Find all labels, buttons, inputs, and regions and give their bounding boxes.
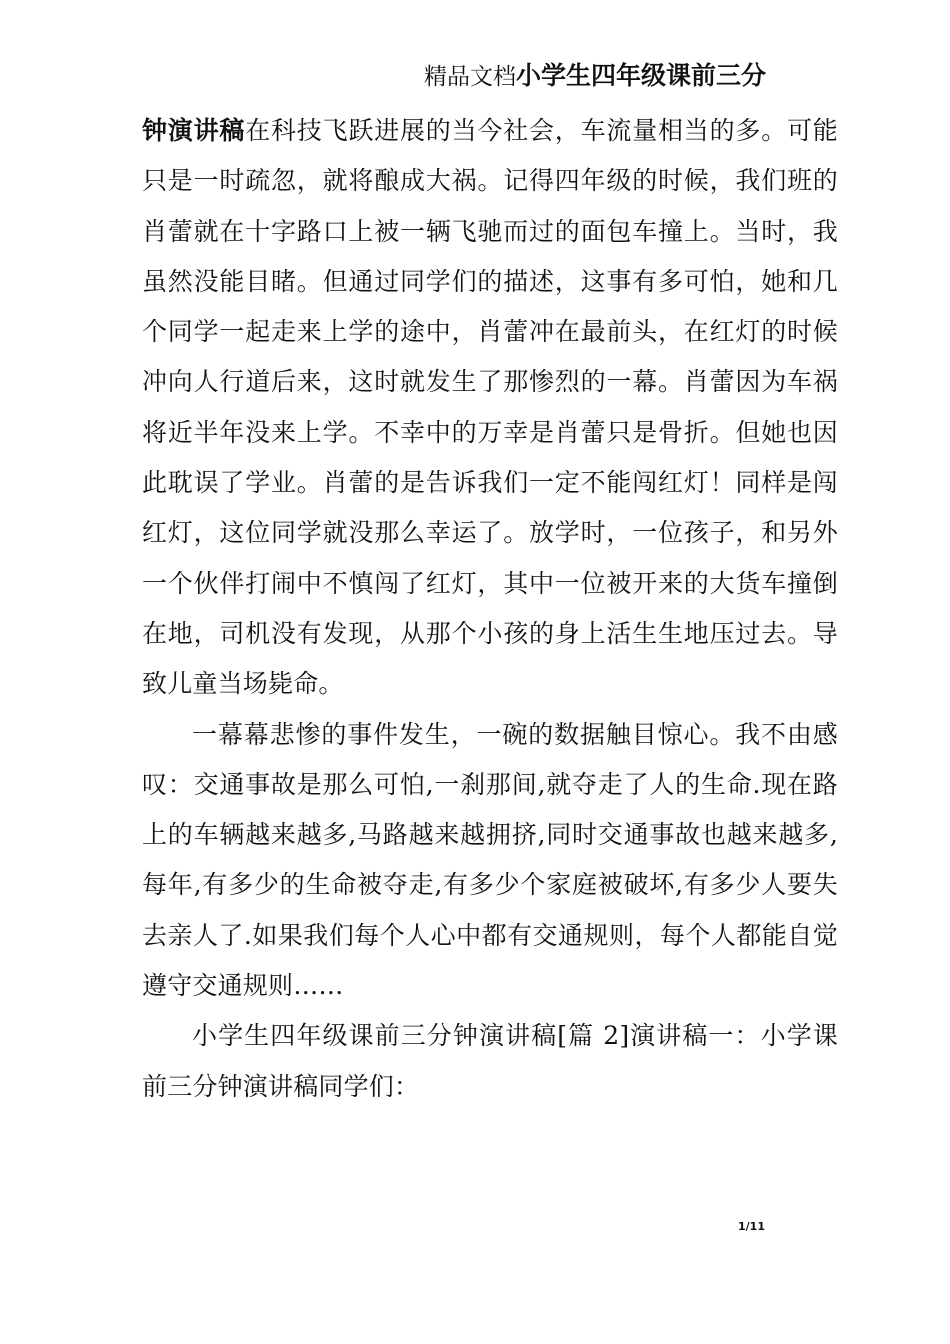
page-header xyxy=(424,58,766,95)
header-brand: 精品文档 xyxy=(424,64,516,90)
document-title-part1: 小学生四年级课前三分 xyxy=(516,61,767,90)
paragraph-1 xyxy=(142,106,838,710)
page-number: 1/11 xyxy=(738,1220,765,1233)
paragraph-1-text: 在科技飞跃进展的当今社会，车流量相当的多。可能只是一时疏忽，就将酿成大祸。记得四年级的时候，我们班的肖蕾就在十字路口上被一辆飞驰而过的面包车撞上。当时，我虽然没能目睹。但通过同学们的描述，这事有多可怕，她和几个同学一起走来上学的途中，肖蕾冲在最前头，在红灯的时候冲向人行道后来，这时就发生了那惨烈的一幕。肖蕾因为车祸将近半年没来上学。不幸中的万幸是肖蕾只是骨折。但她也因此耽误了学业。肖蕾的是告诉我们一定不能闯红灯！同样是闯红灯，这位同学就没那么幸运了。放学时，一位孩子，和另外一个伙伴打闹中不慎闯了红灯，其中一位被开来的大货车撞倒在地，司机没有发现，从那个小孩的身上活生生地压过去。导致儿童当场毙命。 xyxy=(142,116,838,699)
paragraph-2: 一幕幕悲惨的事件发生，一碗的数据触目惊心。我不由感叹：交通事故是那么可怕,一刹那间,就夺走了人的生命.现在路上的车辆越来越多,马路越来越拥挤,同时交通事故也越来越多,每年,有多少的生命被夺走,有多少个家庭被破坏,有多少人要失去亲人了.如果我们每个人心中都有交通规则，每个人都能自觉遵守交通规则…… xyxy=(142,719,838,1001)
document-body xyxy=(142,106,838,1112)
paragraph-3: 小学生四年级课前三分钟演讲稿[篇 2]演讲稿一：小学课前三分钟演讲稿同学们： xyxy=(142,1021,838,1101)
document-title-part2: 钟演讲稿 xyxy=(142,116,246,145)
